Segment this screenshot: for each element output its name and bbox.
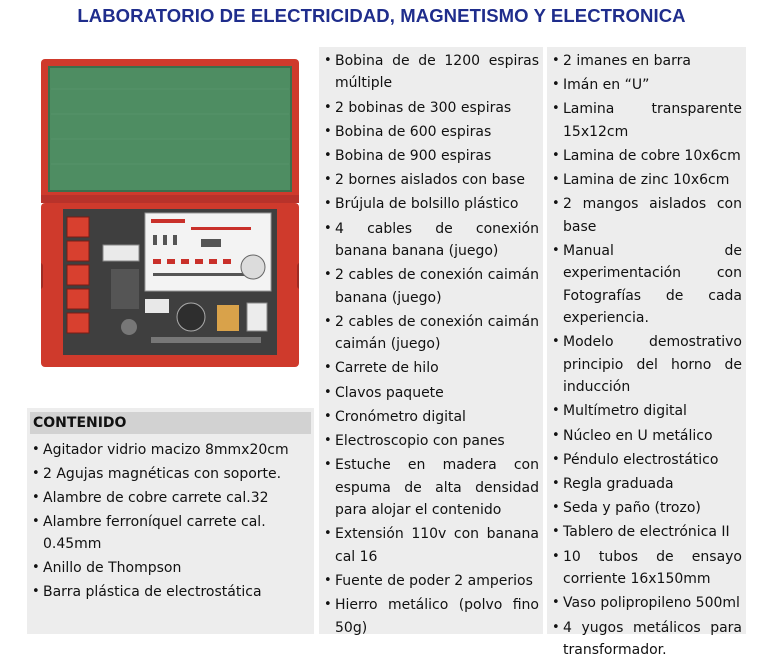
list-item: • Fuente de poder 2 amperios [322, 570, 539, 592]
list-item: • Regla graduada [550, 473, 742, 495]
list-item: • Manual de experimentación con Fotografías de cada experiencia. [550, 240, 742, 330]
list-item: • Extensión 110v con banana cal 16 [322, 523, 539, 568]
list-item: • 2 bornes aislados con base [322, 169, 539, 191]
list-item: • Núcleo en U metálico [550, 425, 742, 447]
photo-panel [27, 47, 314, 404]
list-item: • Imán en “U” [550, 74, 742, 96]
list-item: • 2 cables de conexión caimán caimán (juego) [322, 311, 539, 356]
list-item: • Alambre de cobre carrete cal.32 [30, 487, 310, 509]
list-item: • Vaso polipropileno 500ml [550, 592, 742, 614]
list-item: • 2 Agujas magnéticas con soporte. [30, 463, 310, 485]
list-item: • 2 bobinas de 300 espiras [322, 97, 539, 119]
list-item: • Cronómetro digital [322, 406, 539, 428]
list-item: • Bobina de de 1200 espiras múltiple [322, 50, 539, 95]
list-item: • Tablero de electrónica II [550, 521, 742, 543]
list-item: • Seda y paño (trozo) [550, 497, 742, 519]
list-item: • Electroscopio con panes [322, 430, 539, 452]
list-item: • Multímetro digital [550, 400, 742, 422]
contenido-header-label: CONTENIDO [33, 415, 126, 431]
list-item: • Bobina de 900 espiras [322, 145, 539, 167]
items-list-1 [322, 50, 539, 639]
list-item: • 4 cables de conexión banana banana (juego) [322, 218, 539, 263]
contenido-header [30, 412, 311, 434]
list-item: • Barra plástica de electrostática [30, 581, 310, 603]
list-item: • Lamina transparente 15x12cm [550, 98, 742, 143]
list-item: • 2 cables de conexión caimán banana (juego) [322, 264, 539, 309]
list-item: • Bobina de 600 espiras [322, 121, 539, 143]
list-item: • Lamina de zinc 10x6cm [550, 169, 742, 191]
list-item: • Lamina de cobre 10x6cm [550, 145, 742, 167]
list-item: • Hierro metálico (polvo fino 50g) [322, 594, 539, 639]
items-list-2 [550, 50, 742, 661]
list-item: • Carrete de hilo [322, 357, 539, 379]
contenido-panel [27, 408, 314, 634]
list-item: • 2 imanes en barra [550, 50, 742, 72]
list-item: • 10 tubos de ensayo corriente 16x150mm [550, 546, 742, 591]
lab-kit-case-image [41, 59, 299, 385]
items-column-1 [319, 47, 543, 634]
list-item: • Clavos paquete [322, 382, 539, 404]
items-column-2 [547, 47, 746, 634]
list-item: • Agitador vidrio macizo 8mmx20cm [30, 439, 310, 461]
list-item: • 4 yugos metálicos para transformador. [550, 617, 742, 661]
list-item: • Alambre ferroníquel carrete cal. 0.45mm [30, 511, 310, 555]
list-item: • Modelo demostrativo principio del horno de inducción [550, 331, 742, 398]
page-title: LABORATORIO DE ELECTRICIDAD, MAGNETISMO Y ELECTRONICA [0, 5, 763, 27]
list-item: • Péndulo electrostático [550, 449, 742, 471]
list-item: • 2 mangos aislados con base [550, 193, 742, 238]
list-item: • Anillo de Thompson [30, 557, 310, 579]
contenido-list [30, 439, 310, 605]
list-item: • Estuche en madera con espuma de alta densidad para alojar el contenido [322, 454, 539, 521]
list-item: • Brújula de bolsillo plástico [322, 193, 539, 215]
